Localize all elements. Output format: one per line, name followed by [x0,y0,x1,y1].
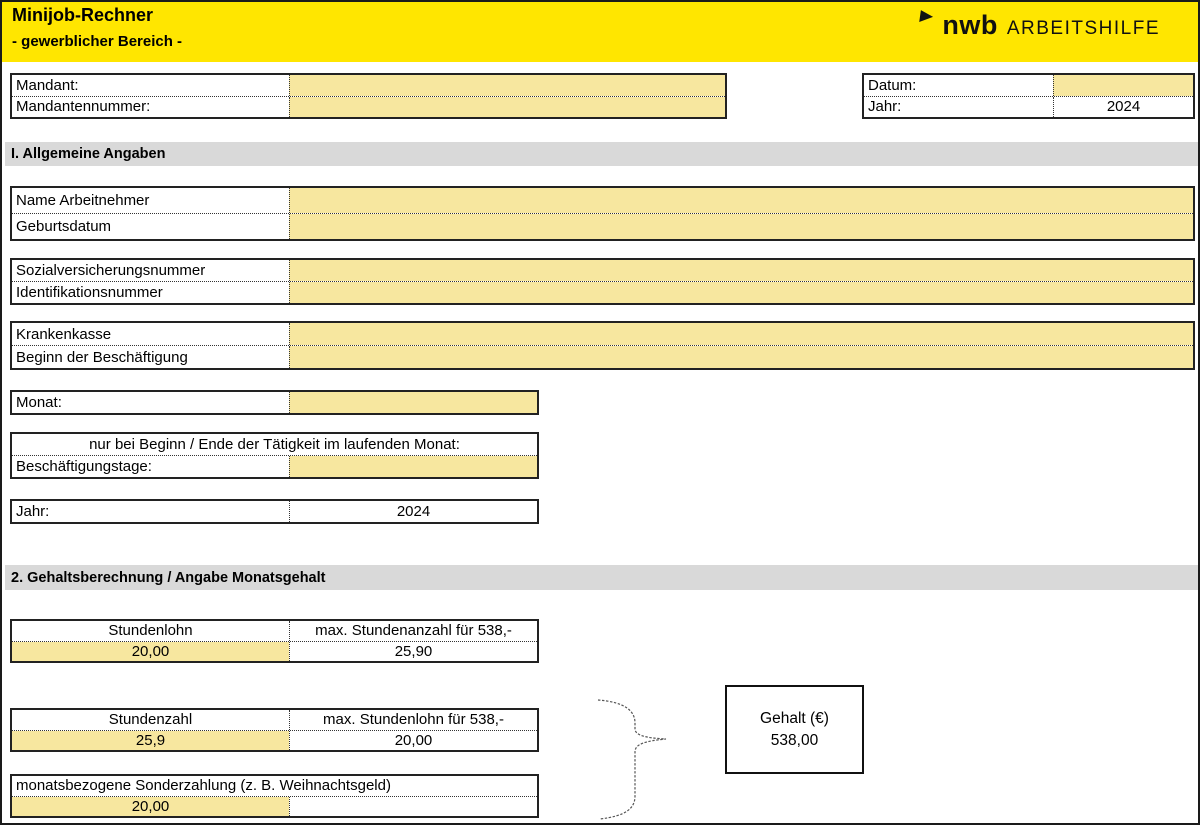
sonderzahlung-input[interactable]: 20,00 [12,797,289,817]
nwb-arrow-icon [920,10,935,24]
nwb-product-text: ARBEITSHILFE [1006,18,1160,39]
stundenlohn-input[interactable]: 20,00 [12,642,289,662]
datum-jahr-box [862,73,1195,119]
stundenzahl-header: Stundenzahl [108,711,193,729]
identifikationsnummer-input[interactable] [289,282,1193,303]
title-banner [2,2,1198,62]
gehalt-value: 538,00 [770,731,819,749]
krankenkasse-input[interactable] [289,323,1193,345]
nwb-brand-text: nwb [942,10,998,40]
geburtsdatum-input[interactable] [289,214,1193,239]
jahr-value: 2024 [1053,97,1193,118]
jahr-box [10,499,539,524]
page-subtitle: - gewerblicher Bereich - [12,33,183,50]
beschaeftigungstage-label: Beschäftigungstage: [16,458,152,475]
sozialversicherungsnummer-label: Sozialversicherungsnummer [16,262,206,279]
sonderzahlung-header: monatsbezogene Sonderzahlung (z. B. Weihnachtsgeld) [16,777,391,795]
stundenlohn-tabelle [10,619,539,663]
name-geburtsdatum-box [10,186,1195,241]
max-stundenlohn-value: 20,00 [289,731,537,751]
mandant-box [10,73,727,119]
name-arbeitnehmer-label: Name Arbeitnehmer [16,192,150,209]
jahr-unten-label: Jahr: [16,503,50,520]
datum-label: Datum: [868,76,917,94]
sozialversicherungsnummer-input[interactable] [289,260,1193,281]
datum-input[interactable] [1053,75,1193,96]
section-heading-allgemeine-angaben: I. Allgemeine Angaben [5,142,1199,166]
krankenkasse-label: Krankenkasse [16,325,112,343]
krankenkasse-box [10,321,1195,370]
mandant-input[interactable] [289,75,725,96]
sonderzahlung-tabelle [10,774,539,818]
versicherungsnummern-box [10,258,1195,305]
mandantennummer-input[interactable] [289,97,725,118]
monat-box [10,390,539,415]
monat-input[interactable] [289,392,537,413]
monat-label: Monat: [16,394,62,411]
name-arbeitnehmer-input[interactable] [289,188,1193,213]
beschaeftigungsbeginn-input[interactable] [289,346,1193,368]
brace-connector [590,695,674,825]
max-stundenanzahl-header: max. Stundenanzahl für 538,- [289,621,537,641]
section-heading-gehaltsberechnung: 2. Gehaltsberechnung / Angabe Monatsgehalt [5,565,1199,590]
sonderzahlung-secondary-cell [289,797,537,817]
teilmonat-hinweis: nur bei Beginn / Ende der Tätigkeit im laufenden Monat: [89,436,460,453]
gehalt-label: Gehalt (€) [760,709,829,727]
jahr-unten-value: 2024 [289,501,537,522]
nwb-logo [920,8,1160,42]
gehalt-ergebnis-box [725,685,864,774]
mandantennummer-label: Mandantennummer: [16,98,151,116]
stundenlohn-header: Stundenlohn [108,622,193,640]
stundenzahl-input[interactable]: 25,9 [12,731,289,751]
max-stundenanzahl-value: 25,90 [289,642,537,662]
geburtsdatum-label: Geburtsdatum [16,218,112,235]
max-stundenlohn-header: max. Stundenlohn für 538,- [289,710,537,730]
identifikationsnummer-label: Identifikationsnummer [16,284,163,301]
jahr-label: Jahr: [868,98,902,116]
page-title: Minijob-Rechner [12,5,154,25]
stundenzahl-tabelle [10,708,539,752]
mandant-label: Mandant: [16,76,79,94]
beschaeftigungstage-input[interactable] [289,456,537,477]
teilmonat-box [10,432,539,479]
beschaeftigungsbeginn-label: Beginn der Beschäftigung [16,348,188,366]
